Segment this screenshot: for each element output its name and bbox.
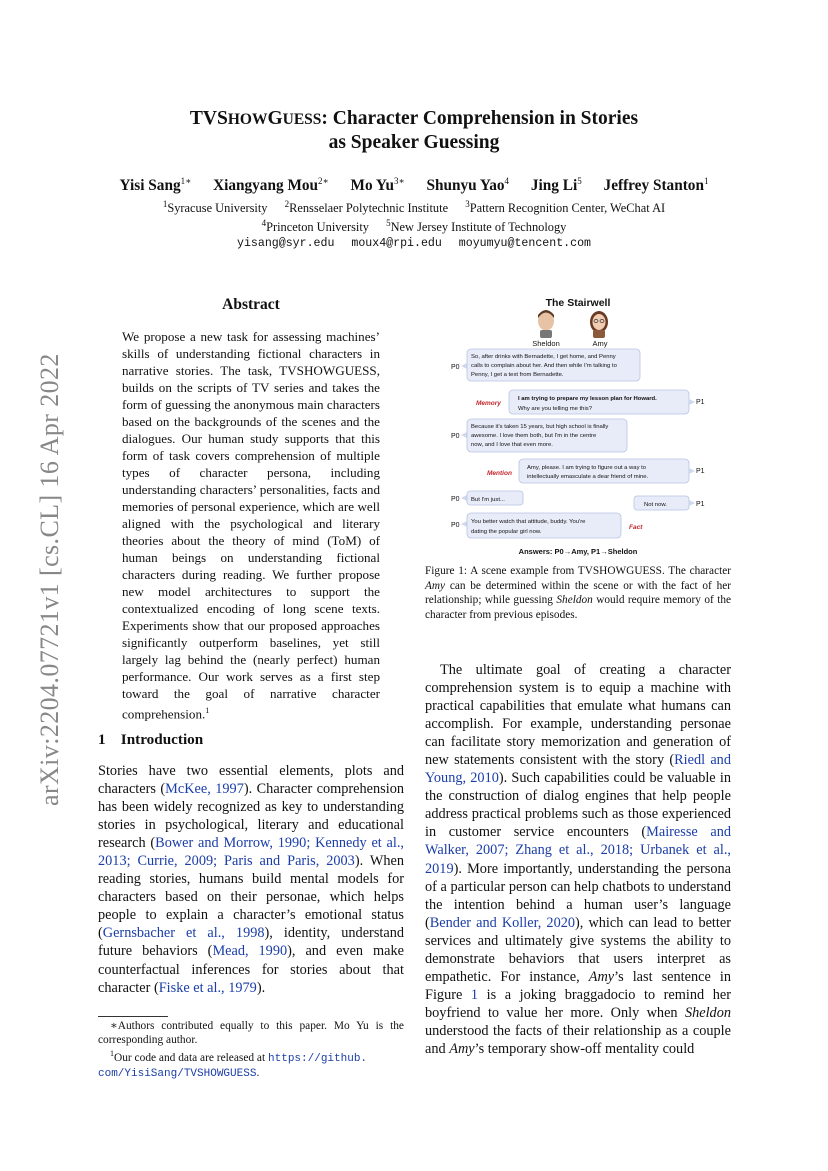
citation-link[interactable]: Bender and Koller, 2020 <box>429 914 576 931</box>
author-list <box>0 176 828 195</box>
figure-1 <box>447 292 709 560</box>
speaker-label: P0 <box>451 364 460 371</box>
dialogue-text: Amy, please. I am trying to figure out a way to intellectually emasculate a dear friend of mine. <box>527 465 649 480</box>
title-line-1: TVSHOWGUESS: Character Comprehension in Stories <box>189 108 639 129</box>
memory-tag: Memory <box>476 400 501 407</box>
footnote-marker[interactable]: 1 <box>205 706 210 715</box>
footnote-code-release: $^1$Our code and data are released at https://github. com/YisiSang/TVSHOWGUESS. <box>98 1049 368 1081</box>
author: Jeffrey Stanton$^1$ <box>603 176 709 195</box>
abstract-body: We propose a new task for assessing machines’ skills of understanding fictional characters in narrative stories. The task, TVSHOWGUESS, builds on the scripts of TV series and takes the form of guessing the anonymous main characters based on the backgrounds of the scenes and the dialogues. Our human study supports that this form of task covers comprehension of multiple types of character persona, including understanding characters’ personalities, facts and memories of personal experience, which are well aligned with the psychological and literary theories about the theory of mind (ToM) of human beings on understanding fictional characters during reading. We further propose new model architectures to support the contextualized encoding of long scene texts. Experiments show that our proposed approaches significantly outperform baselines, yet still largely lag behind the (nearly perfect) human performance. Our work serves as a first step toward the goal of narrative character comprehension.$^1$ <box>122 329 380 722</box>
dialogue-text: So, after drinks with Bernadette, I get home, and Penny calls to complain about her. And then while I'm talking to Penny, I get a text from Bernadette. <box>471 354 617 378</box>
speaker-label: P0 <box>451 496 460 503</box>
citation-link[interactable]: Gernsbacher et al., 1998 <box>102 925 265 942</box>
arxiv-stamp: arXiv:2204.07721v1 [cs.CL] 16 Apr 2022 <box>35 353 64 806</box>
email[interactable]: moux4@rpi.edu <box>351 237 442 250</box>
figure-1-scene <box>447 292 709 560</box>
answers-line: Answers: P0→Amy, P1→Sheldon <box>518 547 638 556</box>
footnote-equal-contribution: ∗Authors contributed equally to this paper. Mo Yu is the corresponding author. <box>98 1020 404 1047</box>
email[interactable]: yisang@syr.edu <box>237 237 335 250</box>
author-emails <box>0 237 828 250</box>
affiliation: $^5$New Jersey Institute of Technology <box>386 218 567 235</box>
affiliations-row-1 <box>0 199 828 216</box>
section-heading-introduction: 1 Introduction <box>98 731 204 748</box>
github-link-continued[interactable]: com/YisiSang/TVSHOWGUESS <box>98 1068 257 1081</box>
email[interactable]: moyumyu@tencent.com <box>458 237 591 250</box>
speaker-label: P1 <box>696 399 705 406</box>
affiliations-row-2 <box>0 218 828 235</box>
title-line-2: as Speaker Guessing <box>328 132 500 153</box>
paper-title <box>0 107 828 154</box>
affiliation: $^2$Rensselaer Polytechnic Institute <box>284 199 449 216</box>
speaker-label: P0 <box>451 522 460 529</box>
figure-caption: Figure 1: A scene example from TVSHOWGUESS. The character Amy can be determined within the scene or with the fact of her relationship; while guessing Sheldon would require memory of the character from previous episodes. <box>425 565 732 622</box>
amy-label: Amy <box>592 339 608 348</box>
affiliation: $^3$Pattern Recognition Center, WeChat AI <box>465 199 666 216</box>
dialogue-text: Because it's taken 15 years, but high school is finally awesome. I love them both, but I'm in the centre now, and I love that even more. <box>471 424 609 448</box>
citation-link[interactable]: Bower and Morrow, 1990; Kennedy et al., 2013; Currie, 2009; Paris and Paris, 2003 <box>98 835 404 870</box>
dialogue-text: I am trying to prepare my lesson plan for Howard. Why are you telling me this? <box>518 396 657 412</box>
citation-link[interactable]: Mead, 1990 <box>212 943 288 960</box>
amy-avatar <box>590 311 608 338</box>
sheldon-label: Sheldon <box>532 339 560 348</box>
speaker-label: P0 <box>451 433 460 440</box>
citation-link[interactable]: McKee, 1997 <box>165 781 244 798</box>
footnote-rule <box>98 1016 168 1017</box>
figure-title: The Stairwell <box>545 297 611 309</box>
speaker-label: P1 <box>696 468 705 475</box>
dialogue-text: But I'm just... <box>471 497 505 503</box>
speaker-label: P1 <box>696 501 705 508</box>
author: Yisi Sang$^{1∗}$ <box>119 176 192 195</box>
right-column-paragraph: The ultimate goal of creating a character comprehension system is to equip a machine with practical capabilities that emulate what humans can accomplish. For example, understanding personae can facilitate story memorization and generation of new statements consistent with the story (Riedl and Young, 2010). Such capabilities could be valuable in the construction of dialog engines that help people address practical problems such as those experienced in customer service encounters (Mairesse and Walker, 2007; Zhang et al., 2018; Urbanek et al., 2019). More importantly, understanding the persona of a particular person can help chatbots to understand the intention behind a human user’s language (Bender and Koller, 2020), which can lead to better services and ultimately give systems the ability to demonstrate behaviors that users interpret as empathetic. For instance, Amy’s last sentence in Figure 1 is a joking braggadocio to remind her boyfriend to value her more. Only when Sheldon understood the facts of their relationship as a couple and Amy’s temporary show-off mentality could <box>425 662 732 1057</box>
sheldon-avatar <box>538 310 554 338</box>
intro-paragraph: Stories have two essential elements, plots and characters (McKee, 1997). Character comprehension has been widely recognized as key to understanding stories in psychological, literary and educational research (Bower and Morrow, 1990; Kennedy et al., 2013; Currie, 2009; Paris and Paris, 2003). When reading stories, humans build mental models for characters based on their personae, which helps people to explain a character’s emotional status (Gernsbacher et al., 1998), identity, understand future behaviors (Mead, 1990), and even make counterfactual inferences for stories about that character (Fiske et al., 1979). <box>98 763 404 996</box>
citation-link[interactable]: Mairesse and Walker, 2007; Zhang et al., 2018; Urbanek et al., 2019 <box>425 824 732 877</box>
dialogue-text: You better watch that attitude, buddy. You're dating the popular girl now. <box>471 519 586 535</box>
figure-ref-link[interactable]: 1 <box>470 986 479 1003</box>
abstract-heading: Abstract <box>222 296 280 313</box>
affiliation: $^4$Princeton University <box>261 218 369 235</box>
affiliation: $^1$Syracuse University <box>162 199 268 216</box>
author: Shunyu Yao$^4$ <box>426 176 510 195</box>
citation-link[interactable]: Fiske et al., 1979 <box>158 979 257 996</box>
citation-link[interactable]: Riedl and Young, 2010 <box>425 752 731 787</box>
author: Mo $Yu^{3∗}$ <box>350 176 405 195</box>
fact-tag: Fact <box>629 524 643 531</box>
author: Xiangyang Mou$^{2∗}$ <box>213 176 329 195</box>
dialogue-text: Not now. <box>644 502 667 508</box>
author: Jing Li$^5$ <box>530 176 582 195</box>
mention-tag: Mention <box>487 470 512 477</box>
github-link[interactable]: https://github. <box>268 1052 368 1065</box>
